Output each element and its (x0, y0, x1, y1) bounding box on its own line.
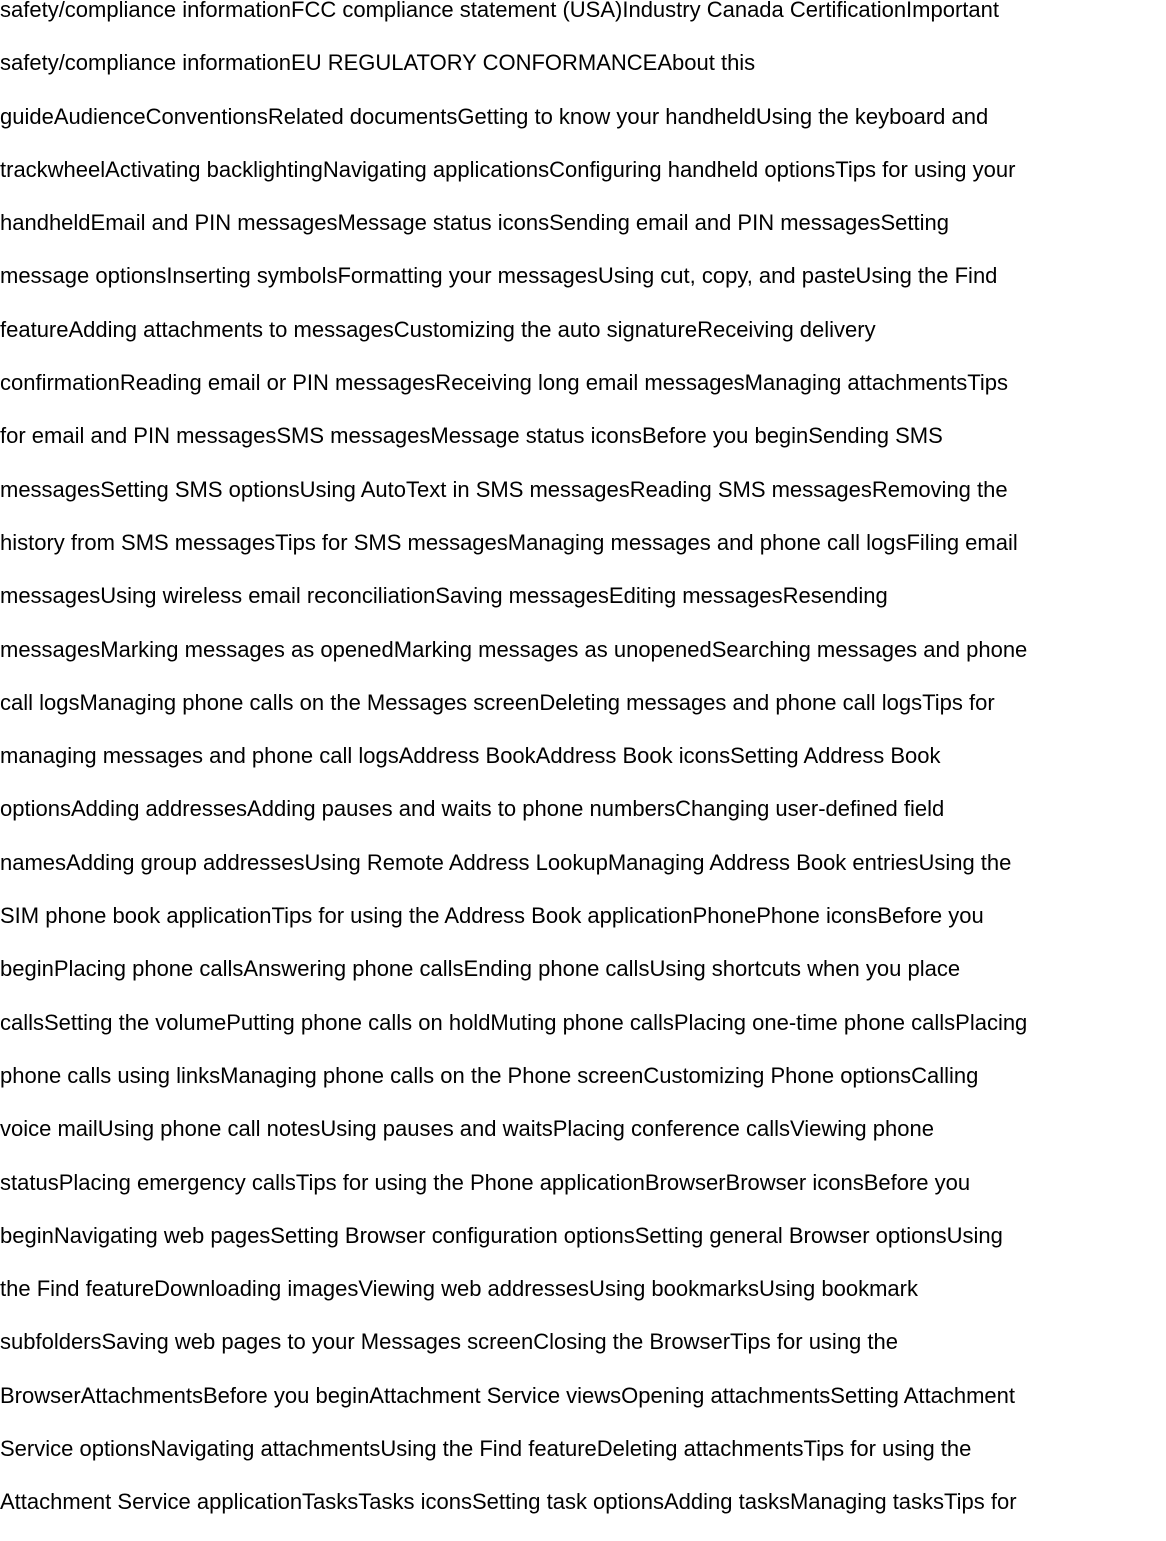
text-line: safety/compliance informationEU REGULATORY CONFORMANCEAbout this (0, 50, 756, 76)
text-line: handheldEmail and PIN messagesMessage status iconsSending email and PIN messagesSetting (0, 210, 949, 236)
text-line: history from SMS messagesTips for SMS messagesManaging messages and phone call logsFiling email (0, 529, 1018, 555)
text-line: for email and PIN messagesSMS messagesMessage status iconsBefore you beginSending SMS (0, 423, 943, 449)
text-line: Attachment Service applicationTasksTasks iconsSetting task optionsAdding tasksManaging tasksTips for (0, 1489, 1017, 1515)
text-line: beginNavigating web pagesSetting Browser configuration optionsSetting general Browser optionsUsing (0, 1222, 1003, 1248)
text-line: namesAdding group addressesUsing Remote Address LookupManaging Address Book entriesUsing the (0, 849, 1012, 875)
text-line: confirmationReading email or PIN messagesReceiving long email messagesManaging attachmentsTips (0, 370, 1009, 396)
text-line: managing messages and phone call logsAddress BookAddress Book iconsSetting Address Book (0, 743, 941, 769)
text-line: messagesUsing wireless email reconciliationSaving messagesEditing messagesResending (0, 583, 888, 609)
text-line: the Find featureDownloading imagesViewing web addressesUsing bookmarksUsing bookmark (0, 1276, 918, 1302)
text-line: call logsManaging phone calls on the Messages screenDeleting messages and phone call logsTips for (0, 689, 995, 715)
text-line: Service optionsNavigating attachmentsUsing the Find featureDeleting attachmentsTips for using the (0, 1436, 972, 1462)
text-line: SIM phone book applicationTips for using the Address Book applicationPhonePhone iconsBefore you (0, 903, 984, 929)
text-line: statusPlacing emergency callsTips for using the Phone applicationBrowserBrowser iconsBefore you (0, 1169, 971, 1195)
text-line: guideAudienceConventionsRelated documentsGetting to know your handheldUsing the keyboard and (0, 103, 989, 129)
text-line: messagesMarking messages as openedMarking messages as unopenedSearching messages and phone (0, 636, 1028, 662)
text-line: phone calls using linksManaging phone calls on the Phone screenCustomizing Phone optionsCalling (0, 1062, 979, 1088)
text-line: safety/compliance informationFCC compliance statement (USA)Industry Canada CertificationImportant (0, 0, 999, 22)
text-line: featureAdding attachments to messagesCustomizing the auto signatureReceiving delivery (0, 316, 876, 342)
text-line: trackwheelActivating backlightingNavigating applicationsConfiguring handheld optionsTips for using your (0, 156, 1016, 182)
text-line: beginPlacing phone callsAnswering phone callsEnding phone callsUsing shortcuts when you place (0, 956, 961, 982)
text-line: BrowserAttachmentsBefore you beginAttachment Service viewsOpening attachmentsSetting Attachment (0, 1382, 1015, 1408)
text-line: message optionsInserting symbolsFormatting your messagesUsing cut, copy, and pasteUsing the Find (0, 263, 998, 289)
text-line: subfoldersSaving web pages to your Messages screenClosing the BrowserTips for using the (0, 1329, 898, 1355)
text-line: messagesSetting SMS optionsUsing AutoText in SMS messagesReading SMS messagesRemoving the (0, 476, 1008, 502)
text-line: voice mailUsing phone call notesUsing pauses and waitsPlacing conference callsViewing phone (0, 1116, 934, 1142)
text-line: callsSetting the volumePutting phone calls on holdMuting phone callsPlacing one-time phone callsPlacing (0, 1009, 1028, 1035)
text-line: optionsAdding addressesAdding pauses and waits to phone numbersChanging user-defined field (0, 796, 945, 822)
